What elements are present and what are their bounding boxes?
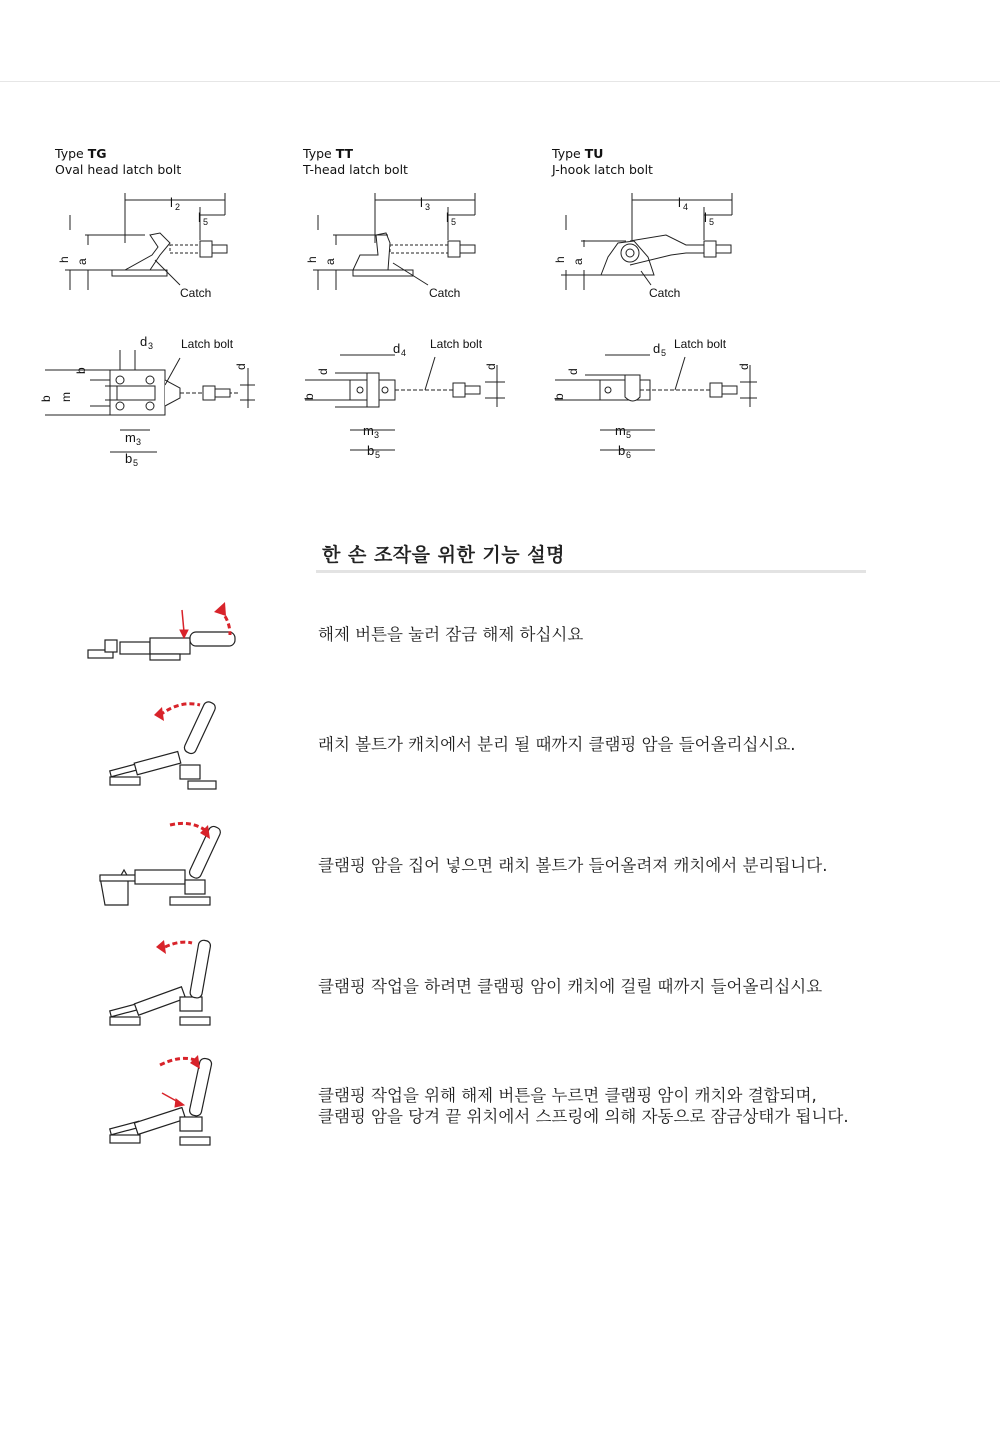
tt-catch-label: Catch (429, 286, 461, 300)
svg-text:l: l (420, 195, 423, 210)
svg-text:l: l (198, 210, 201, 225)
section-title: 한 손 조작을 위한 기능 설명 (322, 544, 565, 566)
svg-text:h: h (57, 256, 71, 263)
type-tt-heading: Type TT T-head latch bolt (303, 146, 408, 177)
step-3-illustration (80, 815, 250, 915)
svg-text:d: d (737, 363, 751, 370)
svg-text:h: h (305, 256, 319, 263)
svg-text:l: l (170, 195, 173, 210)
type-tu-desc: J-hook latch bolt (552, 162, 653, 177)
svg-text:d: d (140, 334, 148, 349)
svg-text:b: b (552, 393, 566, 400)
svg-text:5: 5 (626, 430, 632, 440)
step-5-line-1: 클램핑 작업을 위해 해제 버튼을 누르면 클램핑 암이 캐치와 결합되며, (318, 1086, 817, 1105)
step-5-illustration (80, 1055, 250, 1155)
svg-text:3: 3 (425, 202, 431, 212)
svg-text:5: 5 (661, 348, 667, 358)
svg-text:a: a (75, 258, 89, 265)
svg-text:2: 2 (175, 202, 181, 212)
title-underline (316, 570, 866, 573)
svg-text:b: b (125, 451, 133, 466)
top-divider (0, 81, 1000, 82)
svg-text:3: 3 (148, 341, 154, 351)
tg-latch-bolt-label: Latch bolt (181, 337, 234, 351)
type-tg-heading: Type TG Oval head latch bolt (55, 146, 182, 177)
svg-text:m: m (363, 423, 374, 438)
step-3-text: 클램핑 암을 집어 넣으면 래치 볼트가 들어올려져 캐치에서 분리됩니다. (318, 856, 828, 875)
step-1-illustration (80, 590, 250, 690)
svg-text:m: m (125, 430, 136, 445)
tg-side-view-drawing (50, 185, 260, 310)
svg-text:b: b (74, 367, 88, 374)
svg-text:3: 3 (374, 430, 380, 440)
step-4-illustration (80, 935, 250, 1035)
svg-text:4: 4 (683, 202, 689, 212)
svg-text:h: h (553, 256, 567, 263)
step-4-text: 클램핑 작업을 하려면 클램핑 암이 캐치에 걸릴 때까지 들어올리십시요 (318, 977, 823, 996)
svg-text:b: b (39, 395, 53, 402)
tg-catch-label: Catch (180, 286, 212, 300)
svg-text:3: 3 (136, 437, 142, 447)
svg-text:6: 6 (626, 450, 632, 460)
svg-text:5: 5 (451, 217, 457, 227)
tt-latch-bolt-label: Latch bolt (430, 337, 483, 351)
svg-text:5: 5 (709, 217, 715, 227)
svg-text:d: d (484, 363, 498, 370)
type-tu-heading: Type TU J-hook latch bolt (552, 146, 653, 177)
svg-text:d: d (234, 363, 248, 370)
svg-text:b: b (302, 393, 316, 400)
svg-text:d: d (316, 368, 330, 375)
svg-text:a: a (571, 258, 585, 265)
tt-side-view-drawing (298, 185, 508, 310)
type-tg-desc: Oval head latch bolt (55, 162, 182, 177)
tu-side-view-drawing (546, 185, 756, 310)
tt-top-view-drawing (295, 335, 510, 465)
svg-text:5: 5 (375, 450, 381, 460)
svg-text:d: d (566, 368, 580, 375)
svg-text:b: b (367, 443, 375, 458)
step-2-illustration (80, 695, 250, 795)
svg-text:l: l (678, 195, 681, 210)
svg-text:l: l (704, 210, 707, 225)
step-1-text: 해제 버튼을 눌러 잠금 해제 하십시요 (318, 625, 584, 644)
step-5-text (318, 1085, 849, 1127)
svg-text:a: a (323, 258, 337, 265)
svg-text:l: l (446, 210, 449, 225)
svg-text:b: b (618, 443, 626, 458)
step-5-line-2: 클램핑 암을 당겨 끝 위치에서 스프링에 의해 자동으로 잠금상태가 됩니다. (318, 1107, 849, 1126)
tu-latch-bolt-label: Latch bolt (674, 337, 727, 351)
svg-text:m: m (59, 392, 73, 402)
svg-text:5: 5 (203, 217, 209, 227)
tu-top-view-drawing (545, 335, 760, 465)
step-2-text: 래치 볼트가 캐치에서 분리 될 때까지 클램핑 암을 들어올리십시요. (318, 735, 796, 754)
tg-top-view-drawing (35, 330, 265, 470)
type-tt-desc: T-head latch bolt (303, 162, 408, 177)
svg-text:4: 4 (401, 348, 407, 358)
tu-catch-label: Catch (649, 286, 681, 300)
svg-text:d: d (653, 341, 661, 356)
svg-text:5: 5 (133, 458, 139, 468)
svg-text:m: m (615, 423, 626, 438)
svg-text:d: d (393, 341, 401, 356)
